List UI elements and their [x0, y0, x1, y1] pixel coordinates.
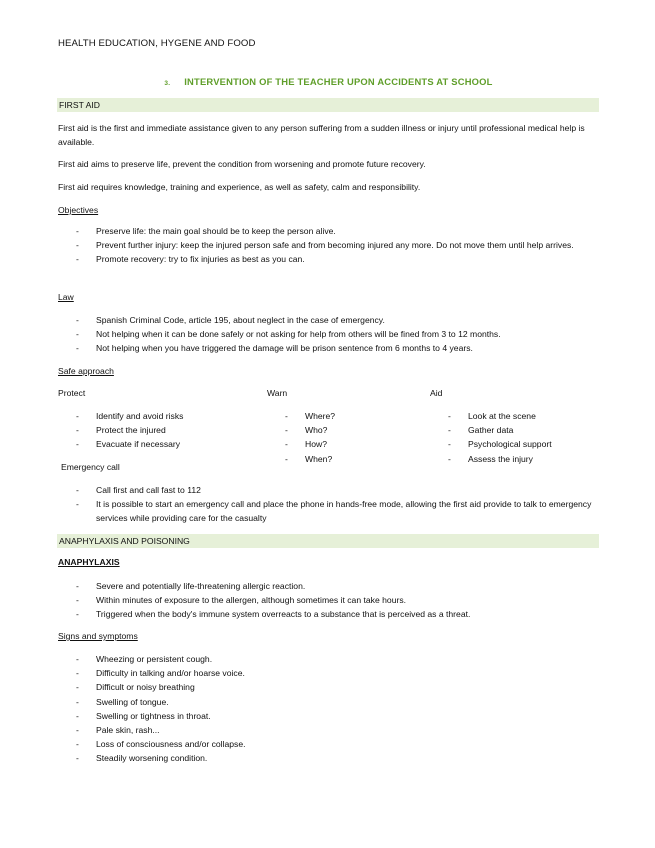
first-aid-aims: First aid aims to preserve life, prevent the condition from worsening and promote future recovery. — [58, 159, 426, 169]
list-item: - Triggered when the body's immune system overreacts to a substance that is perceived as a threat. — [76, 607, 596, 621]
list-item: - Difficult or noisy breathing — [76, 680, 596, 694]
warn-list — [285, 409, 405, 466]
list-item: - It is possible to start an emergency call and place the phone in hands-free mode, allowing the first aid provide to talk to emergency services while providing care for the casualty — [76, 498, 596, 525]
objectives-heading: Objectives — [58, 205, 99, 215]
list-item: - Swelling of tongue. — [76, 695, 596, 709]
list-item: - Preserve life: the main goal should be to keep the person alive. — [76, 225, 596, 239]
list-item: - Prevent further injury: keep the injured person safe and from becoming injured any more. Do not move them until help arrives. — [76, 239, 596, 253]
protect-list — [76, 409, 256, 452]
first-aid-heading-band — [57, 98, 599, 112]
list-item: - Identify and avoid risks — [76, 409, 256, 423]
signs-list — [76, 652, 596, 766]
signs-heading: Signs and symptoms — [58, 631, 138, 641]
list-item: - Swelling or tightness in throat. — [76, 709, 596, 723]
list-item: - Not helping when it can be done safely or not asking for help from others will be fined from 3 to 12 months. — [76, 327, 596, 341]
list-item: - Protect the injured — [76, 423, 256, 437]
aid-heading: Aid — [430, 388, 443, 398]
list-item: - Gather data — [448, 423, 598, 437]
list-item: - Call first and call fast to 112 — [76, 484, 596, 498]
list-item: - Psychological support — [448, 437, 598, 451]
first-aid-requirements: First aid requires knowledge, training and experience, as well as safety, calm and responsibility. — [58, 182, 421, 192]
list-item: - Who? — [285, 423, 405, 437]
list-item: - Assess the injury — [448, 452, 598, 466]
list-item: - When? — [285, 452, 405, 466]
document-header: HEALTH EDUCATION, HYGENE AND FOOD — [58, 38, 256, 49]
list-item: - Pale skin, rash... — [76, 723, 596, 737]
emergency-call-heading: Emergency call — [61, 462, 120, 472]
law-list — [76, 313, 596, 356]
list-item: - How? — [285, 437, 405, 451]
law-heading: Law — [58, 292, 74, 302]
first-aid-definition: First aid is the first and immediate assistance given to any person suffering from a sudden illness or injury until professional medical help is available. — [58, 123, 585, 147]
warn-heading: Warn — [267, 388, 288, 398]
list-item: - Promote recovery: try to fix injuries as best as you can. — [76, 253, 596, 267]
section-title — [58, 76, 599, 87]
list-item: - Evacuate if necessary — [76, 437, 256, 451]
aid-list — [448, 409, 598, 466]
list-item: - Loss of consciousness and/or collapse. — [76, 737, 596, 751]
anaphylaxis-section-heading: ANAPHYLAXIS AND POISONING — [59, 536, 190, 546]
section-number: 3. — [164, 80, 171, 87]
anaphylaxis-list — [76, 579, 596, 622]
list-item: - Look at the scene — [448, 409, 598, 423]
protect-heading: Protect — [58, 388, 86, 398]
emergency-call-list — [76, 484, 596, 526]
list-item: - Spanish Criminal Code, article 195, about neglect in the case of emergency. — [76, 313, 596, 327]
list-item: - Where? — [285, 409, 405, 423]
list-item: - Severe and potentially life-threatening allergic reaction. — [76, 579, 596, 593]
anaphylaxis-heading-band — [57, 534, 599, 548]
safe-approach-heading: Safe approach — [58, 366, 114, 376]
first-aid-heading: FIRST AID — [59, 100, 100, 110]
list-item: - Not helping when you have triggered the damage will be prison sentence from 6 months to 4 years. — [76, 341, 596, 355]
section-title-text: INTERVENTION OF THE TEACHER UPON ACCIDENTS AT SCHOOL — [184, 76, 493, 87]
objectives-list — [76, 225, 596, 268]
anaphylaxis-subheading: ANAPHYLAXIS — [58, 557, 120, 567]
list-item: - Difficulty in talking and/or hoarse voice. — [76, 666, 596, 680]
list-item: - Within minutes of exposure to the allergen, although sometimes it can take hours. — [76, 593, 596, 607]
list-item: - Wheezing or persistent cough. — [76, 652, 596, 666]
list-item: - Steadily worsening condition. — [76, 751, 596, 765]
